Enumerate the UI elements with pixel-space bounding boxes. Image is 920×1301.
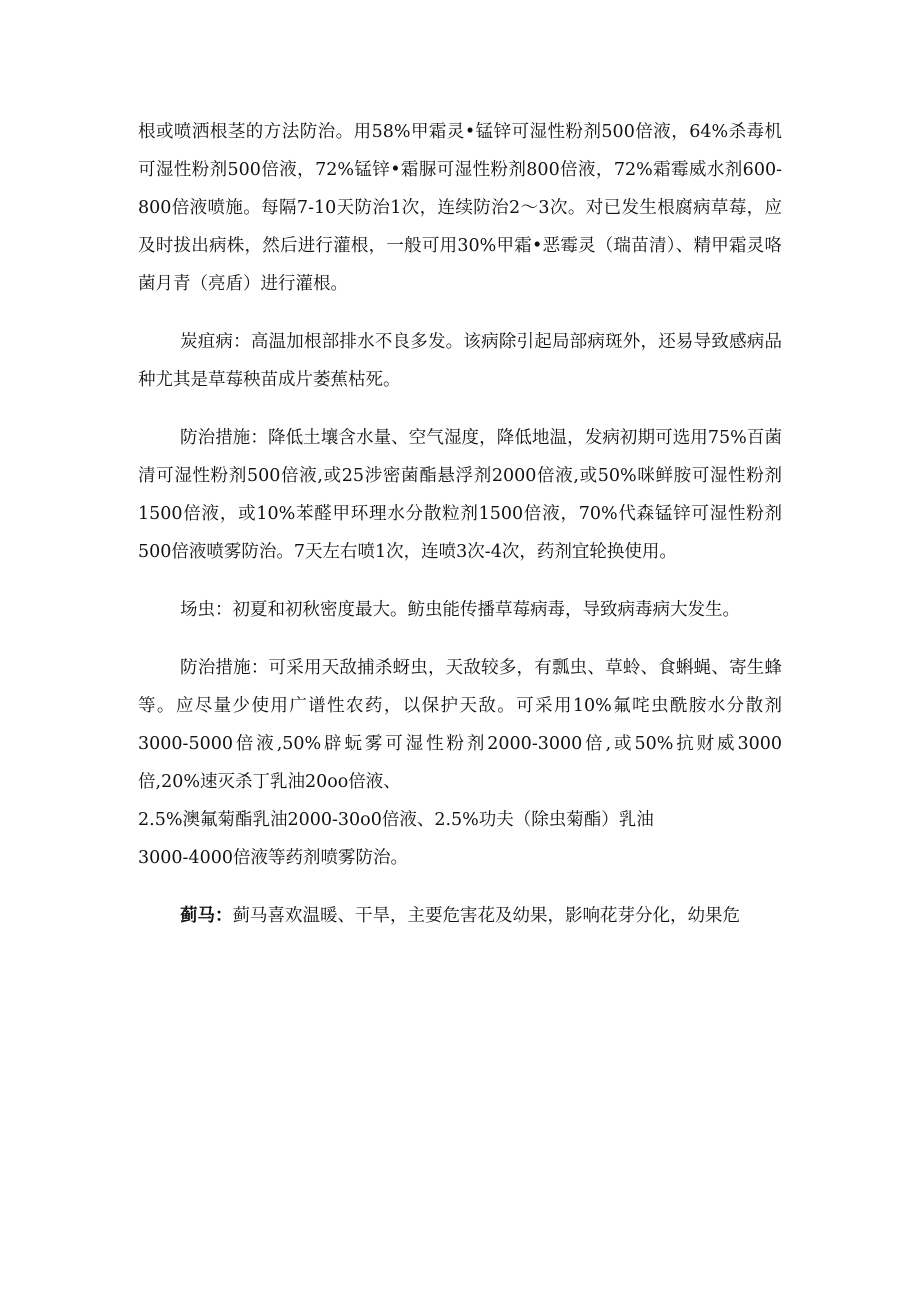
paragraph-aphid-control-line3: 3000-4000倍液等药剂喷雾防治。 bbox=[138, 848, 408, 868]
thrips-lead-label: 蓟马： bbox=[180, 906, 233, 926]
paragraph-aphid-control-line2: 2.5%澳氟菊酯乳油2000-30o0倍液、2.5%功夫（除虫菊酯）乳油 bbox=[138, 810, 654, 830]
paragraph-thrips-description bbox=[138, 897, 782, 935]
paragraph-root-rot-treatment: 根或喷洒根茎的方法防治。用58%甲霜灵•锰锌可湿性粉剂500倍液，64%杀毒机可湿性粉剂500倍液，72%锰锌•霜脲可湿性粉剂800倍液，72%霜霉威水剂600-800倍液喷施。每隔7-10天防治1次，连续防治2～3次。对已发生根腐病草莓，应及时拔出病株，然后进行灌根，一般可用30%甲霜•恶霉灵（瑞苗清）、精甲霜灵咯菌月青（亮盾）进行灌根。 bbox=[138, 122, 782, 294]
paragraph-anthracnose-description: 炭疽病：高温加根部排水不良多发。该病除引起局部病斑外，还易导致感病品种尤其是草莓秧苗成片萎蕉枯死。 bbox=[138, 332, 782, 390]
paragraph-aphid-control: 防治措施：可采用天敌捕杀蚜虫，天敌较多，有瓢虫、草蛉、食蝌蝇、寄生蜂等。应尽量少使用广谱性农药，以保护天敌。可采用10%氟咤虫酰胺水分散剂3000-5000倍液,50%辟蚖雾可湿性粉剂2000-3000倍,或50%抗财威3000倍,20%速灭杀丁乳油20oo倍液、 bbox=[138, 658, 782, 792]
paragraph-anthracnose-control: 防治措施：降低土壤含水量、空气湿度，降低地温，发病初期可选用75%百菌清可湿性粉剂500倍液,或25涉密菌酯悬浮剂2000倍液,或50%咪鲜胺可湿性粉剂1500倍液，或10%苯醛甲环理水分散粒剂1500倍液，70%代森锰锌可湿性粉剂500倍液喷雾防治。7天左右喷1次，连喷3次-4次，药剂宜轮换使用。 bbox=[138, 428, 782, 562]
paragraph-aphid-description: 场虫：初夏和初秋密度最大。鲂虫能传播草莓病毒，导致病毒病大发生。 bbox=[180, 600, 740, 620]
thrips-description-text: 蓟马喜欢温暖、干旱，主要危害花及幼果，影响花芽分化，幼果危 bbox=[232, 906, 740, 926]
